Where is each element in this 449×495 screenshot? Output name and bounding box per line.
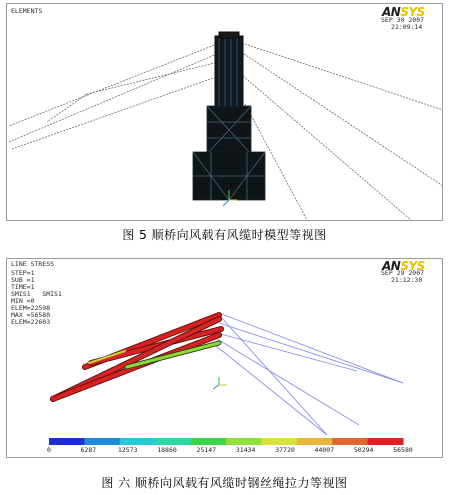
- figure-caption-1: 图 5 顺桥向风载有风缆时模型等视图: [122, 228, 327, 242]
- legend-swatch: [368, 438, 404, 445]
- view-time: 21:09:14: [391, 23, 423, 31]
- legend-swatch: [120, 438, 156, 445]
- legend-swatch: [191, 438, 227, 445]
- legend-swatch: [226, 438, 262, 445]
- stress-max-elem: ELEM=22603: [11, 318, 51, 326]
- low-stress-cables: [215, 313, 403, 435]
- stress-view-panel: [6, 258, 443, 458]
- stress-max: MAX =56580: [11, 311, 51, 319]
- legend-value: 31434: [235, 446, 256, 454]
- view-label: ELEMENTS: [11, 7, 43, 15]
- legend-value: 44007: [314, 446, 335, 454]
- legend-value: 0: [47, 446, 51, 454]
- view-date: SEP 30 2007: [381, 16, 425, 24]
- stress-min-elem: ELEM=22598: [11, 304, 51, 312]
- stress-date: SEP 29 2007: [381, 269, 425, 277]
- legend-swatch: [84, 438, 120, 445]
- model-drawing: [7, 4, 443, 221]
- ansys-logo-2: ANSYS: [382, 259, 425, 273]
- legend-swatch: [49, 438, 85, 445]
- legend-value: 37720: [275, 446, 295, 454]
- high-stress-cables: [53, 315, 221, 399]
- legend-value: 18860: [157, 446, 177, 454]
- legend-value: 56580: [393, 446, 413, 454]
- legend-swatch: [297, 438, 333, 445]
- axis-triad-2: [213, 377, 227, 389]
- stress-label: LINE STRESS: [11, 260, 55, 268]
- legend-value: 25147: [196, 446, 217, 454]
- legend-value: 12573: [117, 446, 138, 454]
- stress-drawing: [7, 259, 443, 458]
- legend-swatch: [332, 438, 368, 445]
- stress-smis: SMIS1 SMIS1: [11, 290, 62, 298]
- stress-color-legend: [49, 438, 404, 445]
- stress-time: TIME=1: [11, 283, 35, 291]
- stress-time-stamp: 21:12:30: [391, 276, 423, 284]
- model-view-panel: [6, 3, 443, 221]
- legend-swatch: [261, 438, 297, 445]
- legend-value: 6287: [80, 446, 97, 454]
- legend-value: 50294: [353, 446, 374, 454]
- stress-step: STEP=1: [11, 269, 35, 277]
- ansys-logo: ANSYS: [382, 5, 425, 19]
- legend-swatch: [155, 438, 191, 445]
- tower-middle: [207, 106, 251, 154]
- stress-min: MIN =0: [11, 297, 35, 305]
- tower-mast: [215, 32, 243, 108]
- stress-sub: SUB =1: [11, 276, 35, 284]
- figure-caption-2: 图 六 顺桥向风载有风缆时钢丝绳拉力等视图: [101, 476, 348, 490]
